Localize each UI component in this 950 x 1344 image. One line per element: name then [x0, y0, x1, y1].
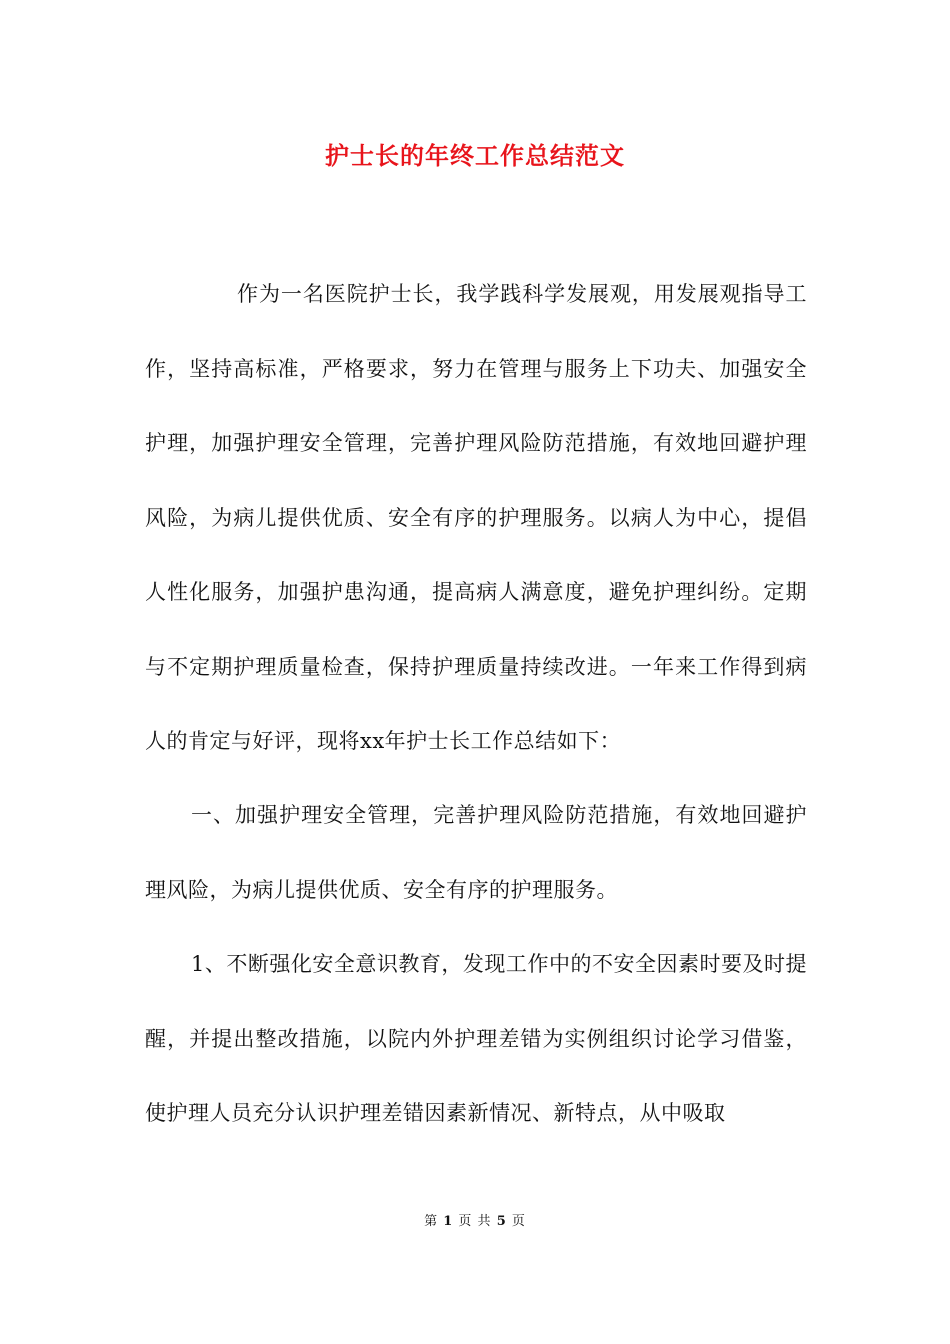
paragraph-intro: 作为一名医院护士长，我学践科学发展观，用发展观指导工作，坚持高标准，严格要求，努力在管理与服务上下功夫、加强安全护理，加强护理安全管理，完善护理风险防范措施，有效地回避护理风险，为病儿提供优质、安全有序的护理服务。以病人为中心，提倡人性化服务，加强护患沟通，提高病人满意度，避免护理纠纷。定期与不定期护理质量检查，保持护理质量持续改进。一年来工作得到病人的肯定与好评，现将xx年护士长工作总结如下： [145, 282, 807, 753]
paragraph-item-1: 1、不断强化安全意识教育，发现工作中的不安全因素时要及时提醒，并提出整改措施，以院内外护理差错为实例组织讨论学习借鉴，使护理人员充分认识护理差错因素新情况、新特点，从中吸取 [145, 952, 807, 1125]
footer-suffix: 页 [511, 1214, 526, 1229]
footer-middle: 页 共 [458, 1214, 492, 1229]
footer-total-pages: 5 [496, 1214, 507, 1229]
document-title: 护士长的年终工作总结范文 [325, 141, 625, 170]
footer-current-page: 1 [443, 1214, 454, 1229]
paragraph-section-heading: 一、加强护理安全管理，完善护理风险防范措施，有效地回避护理风险，为病儿提供优质、安全有序的护理服务。 [145, 803, 807, 902]
footer-prefix: 第 [424, 1214, 439, 1229]
page-number-footer [0, 1210, 950, 1229]
